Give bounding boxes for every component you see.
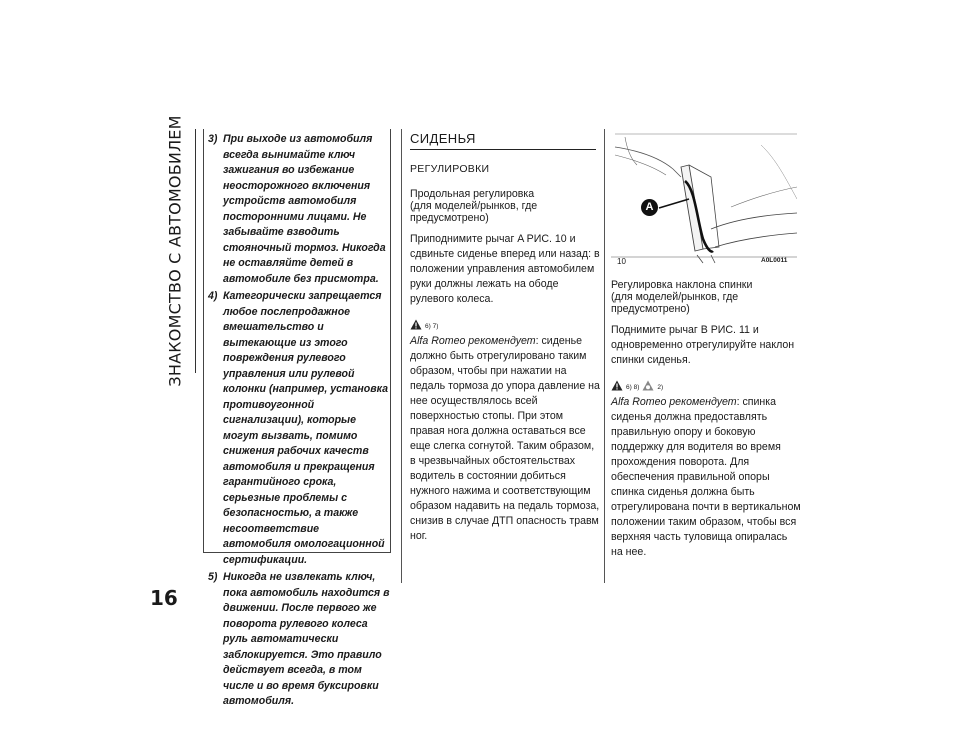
middle-column — [410, 129, 600, 544]
callout-a-badge: A — [641, 199, 658, 216]
warning-text: При выходе из автомобиля всегда вынимайте ключ зажигания во избежание неосторожного включения устройств автомобиля посторонними лицами. Не забывайте взводить стояночный тормоз. Никогда не оставляйте детей в автомобиле без присмотра. — [223, 133, 386, 285]
warning-text: Категорически запрещается любое послепродажное вмешательство и вытекающие из этого повреждения рулевого управления или рулевой колонки (например, установка противоугонной сигнализации), которые могут вызвать, помимо снижения рабочих качеств автомобиля и прекращения гарантийного срока, серьезные проблемы с безопасностью, а также несоответствие автомобиля омологационной сертификации. — [223, 290, 389, 566]
warning-number: 3) — [208, 133, 218, 145]
recommendation-paragraph — [410, 334, 600, 544]
section-heading: СИДЕНЬЯ — [410, 129, 596, 150]
caption-line: предусмотрено) — [410, 212, 489, 224]
adjustment-caption — [410, 188, 600, 224]
warning-box — [203, 129, 391, 707]
side-title-text: ЗНАКОМСТВО С АВТОМОБИЛЕМ — [165, 115, 185, 387]
recommendation-text: : сиденье должно быть отрегулировано таким образом, чтобы при нажатии на педаль тормоза до упора давление на нее осуществлялось всей поверхностью стопы. При этом правая нога должна оставаться все еще слегка согнутой. Таким образом, в чрезвычайных обстоятельствах водитель в состоянии добиться нужного нажима и соответствующим образом надавить на педаль тормоза, снизив в случае ДТП опасность травм ног. — [410, 335, 600, 542]
backrest-caption — [611, 279, 801, 315]
recommendation-paragraph — [611, 395, 801, 560]
side-divider — [195, 129, 196, 373]
adjustment-instruction: Приподнимите рычаг A РИС. 10 и сдвиньте сиденье вперед или назад: в положении управления автомобилем руки должны лежать на ободе рулевого колеса. — [410, 233, 600, 305]
recommendation-text: : спинка сиденья должна предоставлять правильную опору и боковую поддержку для водителя во время прохождения поворота. Для обеспечения правильной опоры спинка сиденья должна быть отрегулирована почти в вертикальном положении таким образом, чтобы вся верхняя часть туловища опиралась на нее. — [611, 396, 801, 558]
reference-numbers: 2) — [657, 384, 664, 391]
figure-code: A0L0011 — [761, 257, 788, 264]
warning-triangle-icon — [410, 319, 422, 330]
column-divider-right — [604, 129, 605, 583]
figure-seat-lever — [611, 129, 797, 265]
section-side-title — [160, 115, 190, 387]
warning-text: Никогда не извлекать ключ, пока автомобиль находится в движении. После первого же поворота рулевого колеса руль автоматически заблокируется. Это правило действует всегда, в том числе и во время буксировки автомобиля. — [223, 571, 390, 707]
caption-line: (для моделей/рынков, где — [410, 200, 538, 212]
seat-illustration — [611, 129, 797, 265]
backrest-instruction: Поднимите рычаг B РИС. 11 и одновременно отрегулируйте наклон спинки сиденья. — [611, 324, 795, 366]
warning-number: 4) — [208, 290, 218, 302]
caption-line: Регулировка наклона спинки — [611, 279, 753, 291]
caption-line: (для моделей/рынков, где — [611, 291, 739, 303]
column-divider-middle — [401, 129, 402, 583]
brand-name: Alfa Romeo рекомендует — [410, 335, 536, 347]
reference-numbers: 6) 7) — [425, 323, 439, 330]
figure-number: 10 — [617, 257, 626, 266]
warning-item-3 — [208, 132, 390, 287]
caption-line: Продольная регулировка — [410, 188, 535, 200]
warning-item-4 — [208, 289, 390, 568]
subheading: РЕГУЛИРОВКИ — [410, 163, 490, 175]
reference-numbers: 6) 8) — [626, 384, 640, 391]
caption-line: предусмотрено) — [611, 303, 690, 315]
warning-references — [410, 317, 600, 330]
warning-references — [611, 378, 801, 391]
brand-name: Alfa Romeo рекомендует — [611, 396, 737, 408]
page-number: 16 — [150, 586, 178, 610]
caution-triangle-icon — [642, 380, 654, 391]
warning-item-5 — [208, 570, 390, 710]
warning-list — [208, 132, 390, 712]
warning-number: 5) — [208, 571, 218, 583]
right-column — [611, 129, 801, 560]
warning-triangle-icon — [611, 380, 623, 391]
